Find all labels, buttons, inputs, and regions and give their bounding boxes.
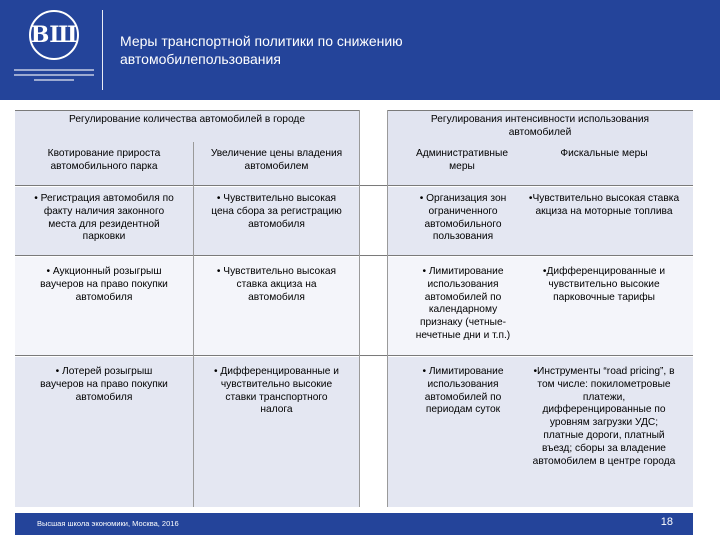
cell-line: ваучеров на право покупки bbox=[40, 278, 168, 290]
measures-table bbox=[15, 110, 693, 507]
cell-line: • Аукционный розыгрыш bbox=[46, 266, 162, 277]
cell-line: места для резидентной bbox=[48, 218, 160, 230]
cell-line: въезд; сборы за владение bbox=[542, 442, 666, 454]
column-gap bbox=[359, 257, 387, 355]
row2-col1-cell bbox=[15, 266, 193, 304]
cell-line: ставка акциза на bbox=[236, 278, 317, 290]
col3-header-line: меры bbox=[449, 160, 475, 172]
cell-line: чувствительно высокие bbox=[548, 278, 660, 290]
cell-line: налога bbox=[260, 404, 293, 416]
row-divider bbox=[15, 355, 693, 356]
cell-line: использования bbox=[427, 278, 499, 290]
col3-header-line: Административные bbox=[415, 148, 508, 159]
cell-line: • Дифференцированные и bbox=[214, 366, 339, 377]
column-gap bbox=[359, 187, 387, 255]
cell-line: •Дифференцированные и bbox=[542, 266, 666, 277]
cell-line: платежи, bbox=[582, 391, 626, 403]
cell-line: • Лимитирование bbox=[422, 266, 504, 277]
col1-header bbox=[15, 148, 193, 174]
cell-line: периодам суток bbox=[425, 404, 501, 416]
cell-line: •Чувствительно высокая ставка bbox=[528, 193, 680, 204]
col1-header-line: автомобильного парка bbox=[50, 160, 158, 172]
col2-header bbox=[194, 148, 359, 174]
slide-footer bbox=[15, 513, 693, 535]
cell-line: • Организация зон bbox=[419, 193, 507, 204]
cell-line: цена сбора за регистрацию bbox=[211, 205, 342, 217]
logo-monogram: ВШ bbox=[30, 22, 78, 48]
cell-line: том числе: покилометровые bbox=[537, 378, 671, 390]
right-group-header-line: Регулирования интенсивности использования bbox=[430, 114, 650, 125]
row-divider bbox=[15, 255, 693, 256]
logo-caption-lines bbox=[12, 66, 96, 82]
cell-line: дифференцированные по bbox=[542, 404, 666, 416]
cell-line: календарному bbox=[428, 304, 498, 316]
cell-line: автомобилем в центре города bbox=[532, 455, 676, 467]
cell-line: факту наличия законного bbox=[43, 205, 165, 217]
page-number: 18 bbox=[660, 516, 673, 528]
row1-col4-cell bbox=[515, 193, 693, 219]
table-border-top bbox=[15, 110, 693, 111]
cell-line: уровням загрузки УДС; bbox=[549, 417, 659, 429]
cell-line: автомобилей по bbox=[424, 291, 502, 303]
row1-col1-cell bbox=[15, 193, 193, 244]
right-group-header bbox=[387, 114, 693, 140]
slide-title-line-1: Меры транспортной политики по снижению bbox=[120, 33, 403, 49]
cell-line: ставки транспортного bbox=[225, 391, 328, 403]
column-divider bbox=[359, 110, 360, 507]
cell-line: парковки bbox=[82, 231, 126, 243]
cell-line: автомобиля bbox=[75, 291, 133, 303]
header-divider bbox=[102, 10, 103, 90]
cell-line: • Лотерей розыгрыш bbox=[55, 366, 153, 377]
row-divider bbox=[15, 185, 693, 186]
cell-line: автомобилей по bbox=[424, 391, 502, 403]
row2-col2-cell bbox=[194, 266, 359, 304]
cell-line: нечетные дни и т.п.) bbox=[415, 329, 511, 341]
cell-line: автомобиля bbox=[248, 291, 305, 303]
cell-line: ограниченного bbox=[428, 205, 498, 217]
cell-line: автомобиля bbox=[248, 218, 305, 230]
cell-line: пользования bbox=[432, 231, 494, 243]
right-group-header-line: автомобилей bbox=[508, 126, 572, 138]
row3-col2-cell bbox=[194, 366, 359, 417]
column-gap bbox=[359, 110, 387, 185]
cell-line: ваучеров на право покупки bbox=[40, 378, 168, 390]
footer-text: Высшая школа экономики, Москва, 2016 bbox=[37, 519, 179, 528]
cell-line: автомобильного bbox=[424, 218, 502, 230]
cell-line: платные дороги, платный bbox=[543, 429, 665, 441]
col2-header-line: Увеличение цены владения bbox=[210, 148, 343, 159]
cell-line: • Чувствительно высокая bbox=[216, 193, 337, 204]
col4-header: Фискальные меры bbox=[560, 148, 648, 159]
cell-line: парковочные тарифы bbox=[553, 291, 655, 303]
row3-col4-cell bbox=[515, 366, 693, 468]
slide-title-line-2: автомобилепользования bbox=[120, 51, 281, 67]
cell-line: • Чувствительно высокая bbox=[216, 266, 337, 277]
row1-col2-cell bbox=[194, 193, 359, 231]
cell-line: • Лимитирование bbox=[422, 366, 504, 377]
hse-logo-icon bbox=[12, 10, 96, 90]
cell-line: •Инструменты “road pricing”, в bbox=[533, 366, 675, 377]
cell-line: чувствительно высокие bbox=[220, 378, 333, 390]
col1-header-line: Квотирование прироста bbox=[47, 148, 161, 159]
row2-col4-cell bbox=[515, 266, 693, 304]
cell-line: акциза на моторные топлива bbox=[535, 205, 673, 217]
slide-title bbox=[120, 32, 680, 68]
slide-header bbox=[0, 0, 720, 100]
row3-col1-cell bbox=[15, 366, 193, 404]
cell-line: • Регистрация автомобиля по bbox=[34, 193, 174, 204]
cell-line: признаку (четные- bbox=[419, 317, 507, 329]
cell-line: использования bbox=[427, 378, 499, 390]
left-group-header: Регулирование количества автомобилей в городе bbox=[68, 114, 306, 125]
cell-line: автомобиля bbox=[75, 391, 133, 403]
column-gap bbox=[359, 357, 387, 507]
col2-header-line: автомобилем bbox=[244, 160, 309, 172]
